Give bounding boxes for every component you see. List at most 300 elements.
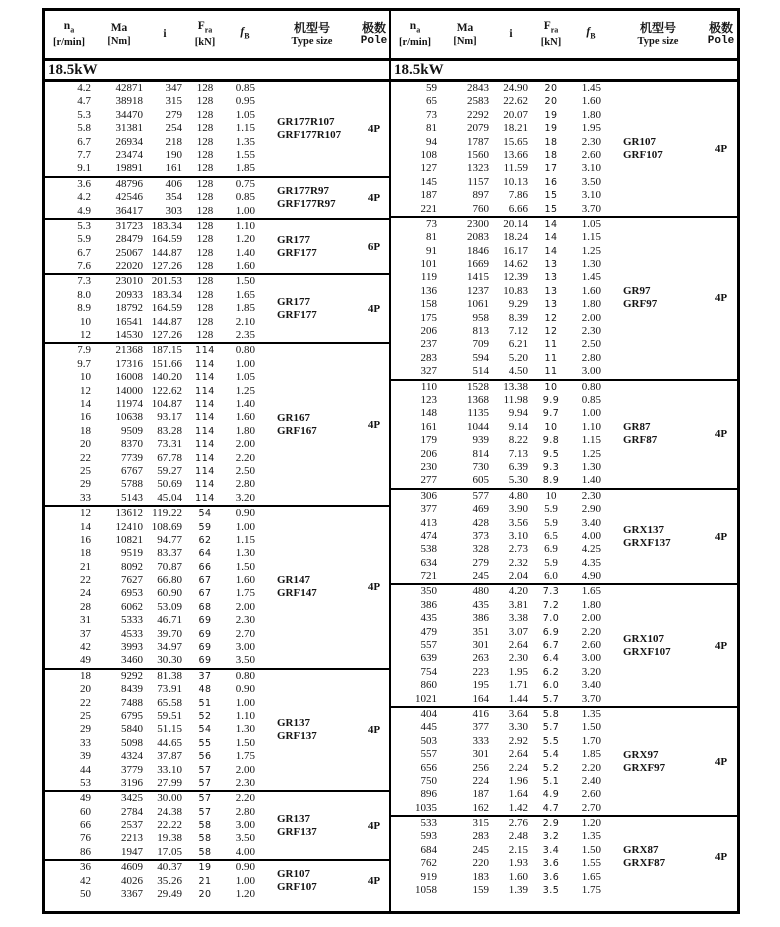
ma-cell: 34470 bbox=[115, 108, 143, 121]
fb-cell: 1.15 bbox=[581, 231, 601, 244]
fra-cell: 69 bbox=[198, 628, 212, 640]
fra-cell: 9.7 bbox=[542, 408, 560, 420]
na-cell: 175 bbox=[420, 311, 437, 324]
fra-cell: 54 bbox=[198, 508, 212, 520]
na-cell: 7.3 bbox=[77, 275, 91, 288]
fra-cell: 57 bbox=[198, 806, 212, 818]
fra-cell: 15 bbox=[544, 203, 558, 215]
ma-cell: 2583 bbox=[467, 95, 489, 108]
i-cell: 406 bbox=[165, 177, 182, 190]
fra-cell: 114 bbox=[195, 439, 215, 451]
model-name: GR147 bbox=[277, 574, 310, 587]
model-name: GR167 bbox=[277, 411, 310, 424]
i-cell: 20.07 bbox=[503, 108, 528, 121]
column-header-na bbox=[45, 20, 93, 49]
model-group bbox=[45, 505, 389, 668]
ma-cell: 594 bbox=[472, 351, 489, 364]
fb-cell: 2.60 bbox=[581, 148, 601, 161]
ma-cell: 939 bbox=[472, 434, 489, 447]
ma-cell: 18792 bbox=[115, 302, 143, 315]
ma-cell: 183 bbox=[472, 870, 489, 883]
ma-cell: 42871 bbox=[115, 82, 143, 94]
fb-cell: 1.60 bbox=[581, 95, 601, 108]
i-cell: 2.24 bbox=[508, 761, 528, 774]
i-cell: 4.50 bbox=[508, 365, 528, 378]
i-cell: 53.09 bbox=[157, 600, 182, 613]
fra-cell: 5.4 bbox=[542, 749, 560, 761]
ma-cell: 480 bbox=[472, 585, 489, 598]
fra-cell: 20 bbox=[198, 889, 212, 901]
fra-cell: 128 bbox=[196, 148, 214, 161]
i-cell: 13.38 bbox=[503, 380, 528, 393]
i-cell: 2.30 bbox=[508, 652, 528, 665]
na-cell: 33 bbox=[80, 491, 91, 504]
i-cell: 354 bbox=[165, 191, 182, 204]
fb-cell: 1.85 bbox=[581, 748, 601, 761]
fb-cell: 1.60 bbox=[235, 411, 255, 424]
fra-cell: 6.9 bbox=[542, 626, 560, 638]
fra-cell: 5.8 bbox=[542, 708, 560, 720]
spec-table-left bbox=[45, 11, 391, 911]
i-cell: 2.76 bbox=[508, 817, 528, 830]
i-cell: 8.39 bbox=[508, 311, 528, 324]
i-cell: 11.59 bbox=[503, 162, 528, 175]
i-cell: 19.38 bbox=[157, 832, 182, 845]
ma-cell: 159 bbox=[472, 884, 489, 897]
i-cell: 6.39 bbox=[508, 460, 528, 473]
ma-cell: 7627 bbox=[121, 574, 143, 587]
fb-cell: 2.00 bbox=[581, 311, 601, 324]
table-header-left bbox=[45, 11, 389, 61]
fb-cell: 2.30 bbox=[581, 325, 601, 338]
fb-cell: 1.00 bbox=[235, 357, 255, 370]
pole-label: 4P bbox=[367, 302, 381, 315]
fb-cell: 2.50 bbox=[581, 338, 601, 351]
na-cell: 206 bbox=[420, 447, 437, 460]
pole-label: 4P bbox=[714, 428, 728, 441]
fb-cell: 1.30 bbox=[235, 547, 255, 560]
ma-cell: 16541 bbox=[115, 315, 143, 328]
power-band-right bbox=[391, 61, 737, 82]
na-cell: 7.6 bbox=[77, 260, 91, 273]
ma-cell: 1947 bbox=[121, 845, 143, 858]
i-cell: 14.62 bbox=[503, 258, 528, 271]
na-cell: 20 bbox=[80, 438, 91, 451]
ma-cell: 14000 bbox=[115, 384, 143, 397]
fb-cell: 2.20 bbox=[581, 625, 601, 638]
fb-cell: 1.10 bbox=[235, 219, 255, 232]
fb-cell: 0.85 bbox=[235, 191, 255, 204]
fra-cell: 8.9 bbox=[542, 475, 560, 487]
fra-cell: 128 bbox=[196, 219, 214, 232]
na-cell: 21 bbox=[80, 560, 91, 573]
fra-cell: 114 bbox=[195, 465, 215, 477]
fb-cell: 1.45 bbox=[581, 271, 601, 284]
fb-cell: 1.20 bbox=[581, 817, 601, 830]
ma-cell: 3196 bbox=[121, 776, 143, 789]
fra-cell: 3.6 bbox=[542, 871, 560, 883]
fra-cell: 128 bbox=[196, 329, 214, 342]
ma-cell: 256 bbox=[472, 761, 489, 774]
i-cell: 15.65 bbox=[503, 135, 528, 148]
fra-cell: 56 bbox=[198, 751, 212, 763]
i-cell: 127.26 bbox=[151, 329, 182, 342]
fb-cell: 1.00 bbox=[235, 874, 255, 887]
ma-cell: 2300 bbox=[467, 217, 489, 230]
ma-cell: 3993 bbox=[121, 641, 143, 654]
fb-cell: 4.25 bbox=[581, 543, 601, 556]
fra-cell: 4.7 bbox=[542, 802, 560, 814]
i-cell: 5.20 bbox=[508, 351, 528, 364]
type-size-label bbox=[611, 708, 705, 815]
column-header-fb bbox=[225, 26, 265, 42]
i-cell: 6.66 bbox=[508, 202, 528, 215]
fb-cell: 4.35 bbox=[581, 556, 601, 569]
fra-cell: 15 bbox=[544, 190, 558, 202]
na-cell: 5.3 bbox=[77, 108, 91, 121]
fra-cell: 11 bbox=[544, 352, 558, 364]
fra-cell: 57 bbox=[198, 777, 212, 789]
na-cell: 127 bbox=[420, 162, 437, 175]
na-cell: 4.7 bbox=[77, 95, 91, 108]
ma-cell: 7739 bbox=[121, 451, 143, 464]
column-header-ma bbox=[439, 22, 491, 48]
na-cell: 49 bbox=[80, 654, 91, 667]
fra-cell: 20 bbox=[544, 96, 558, 108]
na-cell: 37 bbox=[80, 627, 91, 640]
i-cell: 140.20 bbox=[151, 371, 182, 384]
fra-cell: 128 bbox=[196, 315, 214, 328]
ma-cell: 386 bbox=[472, 612, 489, 625]
ma-cell: 3425 bbox=[121, 792, 143, 805]
na-cell: 656 bbox=[420, 761, 437, 774]
ma-cell: 2843 bbox=[467, 82, 489, 94]
i-cell: 39.70 bbox=[157, 627, 182, 640]
ma-cell: 11974 bbox=[115, 397, 143, 410]
ma-cell: 1528 bbox=[467, 380, 489, 393]
fb-cell: 1.35 bbox=[581, 707, 601, 720]
i-cell: 33.10 bbox=[157, 763, 182, 776]
fb-cell: 1.00 bbox=[235, 520, 255, 533]
na-cell: 3.6 bbox=[77, 177, 91, 190]
na-cell: 9.7 bbox=[77, 357, 91, 370]
i-cell: 30.00 bbox=[157, 792, 182, 805]
ma-cell: 5333 bbox=[121, 614, 143, 627]
ma-cell: 333 bbox=[472, 734, 489, 747]
ma-cell: 245 bbox=[472, 570, 489, 583]
ma-cell: 9292 bbox=[121, 669, 143, 682]
fra-cell: 5.1 bbox=[542, 775, 560, 787]
fra-cell: 3.4 bbox=[542, 844, 560, 856]
fb-cell: 1.80 bbox=[581, 298, 601, 311]
model-group bbox=[391, 216, 737, 379]
fb-cell: 3.20 bbox=[235, 491, 255, 504]
type-size-label bbox=[265, 344, 359, 505]
fb-subscript: B bbox=[244, 31, 250, 41]
i-cell: 1.93 bbox=[508, 857, 528, 870]
i-cell: 51.15 bbox=[157, 723, 182, 736]
i-cell: 73.91 bbox=[157, 683, 182, 696]
ma-cell: 23010 bbox=[115, 275, 143, 288]
i-cell: 201.53 bbox=[151, 275, 182, 288]
i-cell: 67.78 bbox=[157, 451, 182, 464]
ma-cell: 1560 bbox=[467, 148, 489, 161]
fra-cell: 3.2 bbox=[542, 831, 560, 843]
fra-subscript: ra bbox=[204, 25, 213, 35]
i-cell: 60.90 bbox=[157, 587, 182, 600]
ma-cell: 9519 bbox=[121, 547, 143, 560]
fra-cell: 18 bbox=[544, 136, 558, 148]
fra-cell: 68 bbox=[198, 601, 212, 613]
ma-cell: 223 bbox=[472, 665, 489, 678]
ma-cell: 10638 bbox=[115, 411, 143, 424]
i-cell: 30.30 bbox=[157, 654, 182, 667]
na-cell: 12 bbox=[80, 507, 91, 520]
fb-cell: 2.50 bbox=[235, 464, 255, 477]
fra-cell: 128 bbox=[196, 191, 214, 204]
i-cell: 7.13 bbox=[508, 447, 528, 460]
fb-cell: 1.25 bbox=[235, 384, 255, 397]
ma-cell: 21368 bbox=[115, 344, 143, 357]
i-cell: 190 bbox=[165, 148, 182, 161]
fb-cell: 2.30 bbox=[581, 489, 601, 502]
fb-cell: 2.70 bbox=[581, 801, 601, 814]
na-cell: 25 bbox=[80, 709, 91, 722]
fb-cell: 1.10 bbox=[235, 709, 255, 722]
fb-cell: 0.90 bbox=[235, 683, 255, 696]
i-cell: 8.22 bbox=[508, 434, 528, 447]
na-cell: 1021 bbox=[415, 692, 437, 705]
ma-cell: 6062 bbox=[121, 600, 143, 613]
fra-cell: 4.9 bbox=[542, 789, 560, 801]
fb-cell: 2.80 bbox=[581, 351, 601, 364]
na-symbol: n bbox=[409, 19, 417, 32]
fb-cell: 1.45 bbox=[581, 82, 601, 94]
type-size-label bbox=[611, 381, 705, 488]
fra-cell: 128 bbox=[196, 135, 214, 148]
na-cell: 91 bbox=[426, 244, 437, 257]
fra-cell: 64 bbox=[198, 548, 212, 560]
i-cell: 119.22 bbox=[152, 507, 182, 520]
fb-cell: 2.20 bbox=[235, 451, 255, 464]
i-cell: 12.39 bbox=[503, 271, 528, 284]
na-cell: 557 bbox=[420, 748, 437, 761]
fb-cell: 1.65 bbox=[581, 870, 601, 883]
i-cell: 6.21 bbox=[508, 338, 528, 351]
fra-cell: 51 bbox=[198, 697, 212, 709]
pole-label: 4P bbox=[714, 292, 728, 305]
na-cell: 413 bbox=[420, 516, 437, 529]
na-cell: 350 bbox=[420, 585, 437, 598]
fra-cell: 6.5 bbox=[544, 529, 558, 542]
fra-cell: 13 bbox=[544, 299, 558, 311]
ma-cell: 5098 bbox=[121, 736, 143, 749]
fra-cell: 57 bbox=[198, 764, 212, 776]
model-name: GRF177 bbox=[277, 308, 317, 321]
fra-cell: 7.0 bbox=[542, 613, 560, 625]
fra-cell: 7.2 bbox=[542, 599, 560, 611]
ma-cell: 897 bbox=[472, 189, 489, 202]
na-cell: 59 bbox=[426, 82, 437, 94]
fb-cell: 1.80 bbox=[581, 108, 601, 121]
ma-cell: 4026 bbox=[121, 874, 143, 887]
i-cell: 44.65 bbox=[157, 736, 182, 749]
ma-cell: 23474 bbox=[115, 148, 143, 161]
na-cell: 221 bbox=[420, 202, 437, 215]
na-cell: 18 bbox=[80, 424, 91, 437]
na-cell: 435 bbox=[420, 612, 437, 625]
ma-cell: 3779 bbox=[121, 763, 143, 776]
na-cell: 10 bbox=[80, 315, 91, 328]
na-unit: [r/min] bbox=[52, 37, 86, 49]
i-cell: 3.30 bbox=[508, 721, 528, 734]
fra-cell: 128 bbox=[196, 82, 214, 94]
ma-cell: 469 bbox=[472, 503, 489, 516]
na-cell: 474 bbox=[420, 529, 437, 542]
fra-cell: 14 bbox=[544, 245, 558, 257]
ma-cell: 8439 bbox=[121, 683, 143, 696]
ma-cell: 26934 bbox=[115, 135, 143, 148]
groups-left bbox=[45, 82, 389, 911]
pole-label: 4P bbox=[367, 418, 381, 431]
fra-cell: 37 bbox=[198, 670, 212, 682]
i-cell: 164.59 bbox=[151, 233, 182, 246]
type-en-label: Type size bbox=[637, 36, 679, 47]
column-header-pole bbox=[705, 21, 737, 48]
na-cell: 557 bbox=[420, 639, 437, 652]
fra-cell: 20 bbox=[544, 83, 558, 94]
fb-cell: 2.30 bbox=[235, 776, 255, 789]
i-cell: 24.38 bbox=[157, 805, 182, 818]
na-cell: 39 bbox=[80, 750, 91, 763]
na-cell: 158 bbox=[420, 298, 437, 311]
fra-cell: 10 bbox=[544, 421, 558, 433]
model-name: GRF167 bbox=[277, 424, 317, 437]
fra-unit: [kN] bbox=[194, 37, 216, 49]
fb-cell: 3.00 bbox=[581, 652, 601, 665]
ma-cell: 709 bbox=[472, 338, 489, 351]
i-cell: 10.13 bbox=[503, 175, 528, 188]
ma-cell: 20933 bbox=[115, 288, 143, 301]
fb-cell: 1.60 bbox=[581, 284, 601, 297]
ma-cell: 13612 bbox=[115, 507, 143, 520]
fra-cell: 128 bbox=[196, 95, 214, 108]
fra-cell: 10 bbox=[544, 381, 558, 393]
ma-cell: 1061 bbox=[467, 298, 489, 311]
na-cell: 306 bbox=[420, 489, 437, 502]
model-group bbox=[45, 342, 389, 505]
pole-en-label: Pole bbox=[707, 35, 735, 47]
na-cell: 18 bbox=[80, 669, 91, 682]
na-cell: 283 bbox=[420, 351, 437, 364]
i-cell: 1.42 bbox=[508, 801, 528, 814]
column-header-i bbox=[491, 28, 531, 41]
fra-cell: 62 bbox=[198, 534, 212, 546]
ma-cell: 958 bbox=[472, 311, 489, 324]
model-group bbox=[391, 815, 737, 897]
fra-cell: 52 bbox=[198, 710, 212, 722]
i-cell: 3.56 bbox=[508, 516, 528, 529]
fra-cell: 2.9 bbox=[542, 818, 560, 830]
na-cell: 503 bbox=[420, 734, 437, 747]
i-cell: 303 bbox=[165, 204, 182, 217]
fra-cell: 9.8 bbox=[542, 435, 560, 447]
na-cell: 377 bbox=[420, 503, 437, 516]
fra-cell: 13 bbox=[544, 259, 558, 271]
ma-cell: 162 bbox=[472, 801, 489, 814]
ma-cell: 38918 bbox=[115, 95, 143, 108]
na-cell: 327 bbox=[420, 365, 437, 378]
ma-cell: 283 bbox=[472, 830, 489, 843]
fra-cell: 5.7 bbox=[542, 722, 560, 734]
fb-cell: 2.35 bbox=[235, 329, 255, 342]
i-cell: 218 bbox=[165, 135, 182, 148]
i-cell: 34.97 bbox=[157, 641, 182, 654]
i-cell: 3.90 bbox=[508, 503, 528, 516]
fb-cell: 1.75 bbox=[235, 587, 255, 600]
power-band-left bbox=[45, 61, 389, 82]
ma-cell: 1787 bbox=[467, 135, 489, 148]
i-cell: 104.87 bbox=[151, 397, 182, 410]
na-cell: 110 bbox=[420, 380, 437, 393]
column-header-fra bbox=[185, 20, 225, 49]
table-header-right bbox=[391, 11, 737, 61]
i-cell: 187.15 bbox=[151, 344, 182, 357]
fb-cell: 0.80 bbox=[235, 344, 255, 357]
i-cell: 20.14 bbox=[503, 217, 528, 230]
na-cell: 28 bbox=[80, 600, 91, 613]
ma-cell: 3460 bbox=[121, 654, 143, 667]
pole-en-label: Pole bbox=[360, 35, 388, 47]
i-cell: 18.24 bbox=[503, 231, 528, 244]
i-cell: 66.80 bbox=[157, 574, 182, 587]
fb-cell: 1.20 bbox=[235, 888, 255, 901]
na-cell: 684 bbox=[420, 843, 437, 856]
fra-cell: 19 bbox=[198, 862, 212, 874]
ma-cell: 435 bbox=[472, 598, 489, 611]
fb-cell: 1.35 bbox=[235, 135, 255, 148]
ma-cell: 7488 bbox=[121, 696, 143, 709]
fb-cell: 2.30 bbox=[581, 135, 601, 148]
fb-cell: 3.40 bbox=[581, 516, 601, 529]
i-cell: 83.28 bbox=[157, 424, 182, 437]
fb-cell: 2.30 bbox=[235, 614, 255, 627]
i-symbol: i bbox=[509, 28, 513, 40]
i-cell: 46.71 bbox=[157, 614, 182, 627]
fra-cell: 128 bbox=[196, 302, 214, 315]
ma-cell: 19891 bbox=[115, 162, 143, 175]
fra-cell: 21 bbox=[198, 875, 212, 887]
model-group bbox=[45, 668, 389, 791]
type-size-label bbox=[265, 82, 359, 176]
fb-cell: 2.60 bbox=[581, 639, 601, 652]
i-cell: 35.26 bbox=[157, 874, 182, 887]
ma-cell: 813 bbox=[472, 325, 489, 338]
fra-cell: 128 bbox=[196, 233, 214, 246]
fb-cell: 1.60 bbox=[235, 574, 255, 587]
power-label: 18.5kW bbox=[394, 62, 444, 78]
ma-cell: 351 bbox=[472, 625, 489, 638]
fb-cell: 1.30 bbox=[581, 258, 601, 271]
i-cell: 2.32 bbox=[508, 556, 528, 569]
i-cell: 24.90 bbox=[503, 82, 528, 94]
i-cell: 2.73 bbox=[508, 543, 528, 556]
fra-cell: 114 bbox=[195, 452, 215, 464]
fra-cell: 5.9 bbox=[544, 556, 558, 569]
i-cell: 27.99 bbox=[157, 776, 182, 789]
pole-label: 4P bbox=[714, 851, 728, 864]
i-cell: 83.37 bbox=[157, 547, 182, 560]
